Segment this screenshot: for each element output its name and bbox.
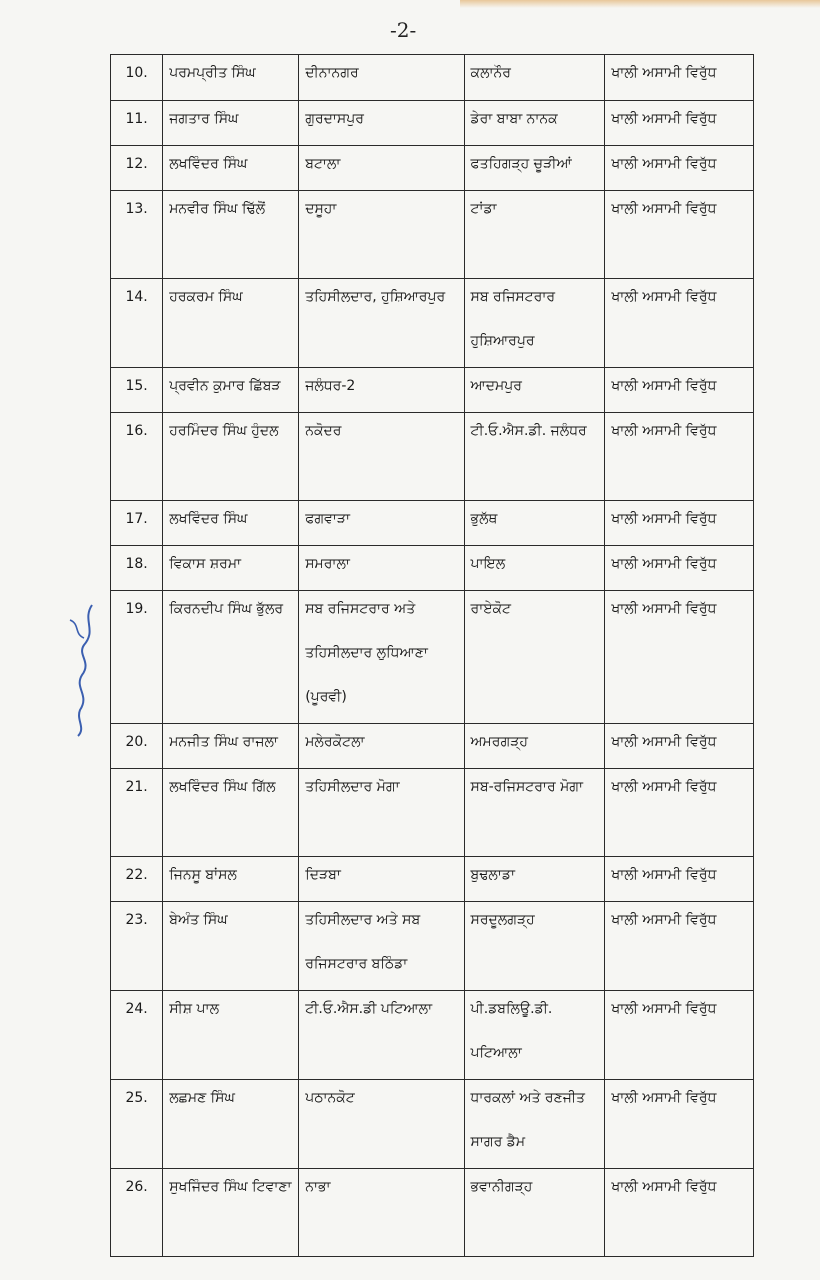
transfer-from-cell: [299, 279, 464, 368]
transfer-to: ਬੁਢਲਾਡਾ: [470, 867, 515, 883]
table-row: [111, 769, 754, 857]
transfer-to: ਭੁਲੱਥ: [470, 511, 498, 527]
transfer-from-cell: [299, 902, 464, 991]
transfer-to: ਟੀ.ਓ.ਐਸ.ਡੀ. ਜਲੰਧਰ: [470, 423, 587, 439]
transfer-from: ਦਿੜਬਾ: [305, 867, 341, 883]
transfer-to: ਭਵਾਨੀਗੜ੍ਹ: [470, 1179, 533, 1195]
remark: ਖਾਲੀ ਅਸਾਮੀ ਵਿਰੁੱਧ: [611, 111, 717, 127]
row-number-cell: [111, 413, 163, 501]
transfer-to-cell: [464, 546, 605, 591]
remark-cell: [605, 191, 754, 279]
transfer-to: ਸਬ ਰਜਿਸਟਰਾਰ ਹੁਸ਼ਿਆਰਪੁਰ: [470, 289, 556, 349]
transfer-from-cell: [299, 55, 464, 101]
transfer-from-cell: [299, 546, 464, 591]
row-number-cell: [111, 146, 163, 191]
transfer-to: ਆਦਮਪੁਰ: [470, 378, 522, 394]
transfer-from: ਤਹਿਸੀਲਦਾਰ ਅਤੇ ਸਬ ਰਜਿਸਟਰਾਰ ਬਠਿੰਡਾ: [305, 912, 421, 972]
remark: ਖਾਲੀ ਅਸਾਮੀ ਵਿਰੁੱਧ: [611, 556, 717, 572]
remark-cell: [605, 55, 754, 101]
transfer-from: ਤਹਿਸੀਲਦਾਰ, ਹੁਸ਼ਿਆਰਪੁਰ: [305, 289, 446, 305]
remark: ਖਾਲੀ ਅਸਾਮੀ ਵਿਰੁੱਧ: [611, 511, 717, 527]
remark-cell: [605, 501, 754, 546]
remark-cell: [605, 368, 754, 413]
remark-cell: [605, 546, 754, 591]
employee-name-cell: [163, 101, 299, 146]
table-row: [111, 902, 754, 991]
row-number: 12.: [125, 156, 148, 172]
transfer-to: ਰਾਏਕੋਟ: [470, 601, 512, 617]
transfer-from-cell: [299, 857, 464, 902]
remark: ਖਾਲੀ ਅਸਾਮੀ ਵਿਰੁੱਧ: [611, 201, 717, 217]
row-number: 25.: [125, 1090, 148, 1106]
remark: ਖਾਲੀ ਅਸਾਮੀ ਵਿਰੁੱਧ: [611, 378, 717, 394]
employee-name-cell: [163, 1169, 299, 1257]
remark: ਖਾਲੀ ਅਸਾਮੀ ਵਿਰੁੱਧ: [611, 289, 717, 305]
transfer-from-cell: [299, 413, 464, 501]
row-number-cell: [111, 902, 163, 991]
signature-mark: [62, 600, 102, 740]
page-top-edge: [460, 0, 820, 8]
remark: ਖਾਲੀ ਅਸਾਮੀ ਵਿਰੁੱਧ: [611, 601, 717, 617]
remark: ਖਾਲੀ ਅਸਾਮੀ ਵਿਰੁੱਧ: [611, 65, 717, 81]
row-number: 14.: [125, 289, 148, 305]
employee-name: ਮਨਜੀਤ ਸਿੰਘ ਰਾਜਲਾ: [169, 734, 278, 750]
table-row: [111, 501, 754, 546]
transfer-to-cell: [464, 591, 605, 724]
employee-name: ਹਰਕਰਮ ਸਿੰਘ: [169, 289, 243, 305]
employee-name-cell: [163, 724, 299, 769]
transfer-from: ਤਹਿਸੀਲਦਾਰ ਮੋਗਾ: [305, 779, 400, 795]
remark-cell: [605, 279, 754, 368]
employee-name-cell: [163, 368, 299, 413]
remark-cell: [605, 857, 754, 902]
transfer-from: ਦੀਨਾਨਗਰ: [305, 65, 359, 81]
transfer-to-cell: [464, 191, 605, 279]
transfer-from: ਸਬ ਰਜਿਸਟਰਾਰ ਅਤੇ ਤਹਿਸੀਲਦਾਰ ਲੁਧਿਆਣਾ (ਪੂਰਵੀ): [305, 601, 428, 705]
row-number-cell: [111, 55, 163, 101]
transfer-from: ਸਮਰਾਲਾ: [305, 556, 350, 572]
row-number-cell: [111, 191, 163, 279]
row-number: 20.: [125, 734, 148, 750]
transfer-from: ਦਸੂਹਾ: [305, 201, 337, 217]
transfer-to-cell: [464, 101, 605, 146]
employee-name-cell: [163, 902, 299, 991]
transfer-to: ਕਲਾਨੌਰ: [470, 65, 511, 81]
remark-cell: [605, 902, 754, 991]
transfer-from-cell: [299, 1080, 464, 1169]
transfer-from-cell: [299, 724, 464, 769]
table-row: [111, 101, 754, 146]
remark: ਖਾਲੀ ਅਸਾਮੀ ਵਿਰੁੱਧ: [611, 156, 717, 172]
table-row: [111, 991, 754, 1080]
employee-name-cell: [163, 591, 299, 724]
transfer-to-cell: [464, 368, 605, 413]
transfer-from: ਗੁਰਦਾਸਪੁਰ: [305, 111, 364, 127]
row-number: 26.: [125, 1179, 148, 1195]
transfer-to-cell: [464, 501, 605, 546]
row-number: 13.: [125, 201, 148, 217]
employee-name-cell: [163, 146, 299, 191]
transfer-to: ਫਤਹਿਗੜ੍ਹ ਚੂੜੀਆਂ: [470, 156, 572, 172]
transfer-from: ਫਗਵਾੜਾ: [305, 511, 351, 527]
row-number: 11.: [125, 111, 148, 127]
row-number-cell: [111, 101, 163, 146]
transfer-from-cell: [299, 501, 464, 546]
table-row: [111, 413, 754, 501]
employee-name-cell: [163, 55, 299, 101]
transfer-to-cell: [464, 991, 605, 1080]
transfer-table: [110, 54, 754, 1257]
row-number-cell: [111, 769, 163, 857]
row-number: 10.: [125, 65, 148, 81]
employee-name-cell: [163, 1080, 299, 1169]
employee-name-cell: [163, 279, 299, 368]
transfer-from: ਟੀ.ਓ.ਐਸ.ਡੀ ਪਟਿਆਲਾ: [305, 1001, 433, 1017]
row-number: 16.: [125, 423, 148, 439]
transfer-to: ਸਬ-ਰਜਿਸਟਰਾਰ ਮੋਗਾ: [470, 779, 584, 795]
employee-name: ਵਿਕਾਸ ਸ਼ਰਮਾ: [169, 556, 242, 572]
remark-cell: [605, 146, 754, 191]
employee-name: ਜਿਨਸੂ ਬਾਂਸਲ: [169, 867, 237, 883]
remark-cell: [605, 991, 754, 1080]
row-number-cell: [111, 1080, 163, 1169]
remark-cell: [605, 101, 754, 146]
row-number: 23.: [125, 912, 148, 928]
employee-name: ਲਖਵਿੰਦਰ ਸਿੰਘ ਗਿੱਲ: [169, 779, 276, 795]
transfer-to: ਪੀ.ਡਬਲਿਊ.ਡੀ. ਪਟਿਆਲਾ: [470, 1001, 553, 1061]
table-row: [111, 55, 754, 101]
transfer-from-cell: [299, 146, 464, 191]
table-row: [111, 1169, 754, 1257]
transfer-from-cell: [299, 101, 464, 146]
remark-cell: [605, 1080, 754, 1169]
transfer-to: ਡੇਰਾ ਬਾਬਾ ਨਾਨਕ: [470, 111, 558, 127]
row-number-cell: [111, 546, 163, 591]
table-row: [111, 591, 754, 724]
employee-name: ਬੇਅੰਤ ਸਿੰਘ: [169, 912, 228, 928]
employee-name-cell: [163, 546, 299, 591]
row-number: 15.: [125, 378, 148, 394]
table-row: [111, 368, 754, 413]
transfer-from-cell: [299, 1169, 464, 1257]
table-row: [111, 546, 754, 591]
remark-cell: [605, 769, 754, 857]
remark: ਖਾਲੀ ਅਸਾਮੀ ਵਿਰੁੱਧ: [611, 734, 717, 750]
transfer-to-cell: [464, 279, 605, 368]
transfer-from: ਨਕੋਦਰ: [305, 423, 342, 439]
remark: ਖਾਲੀ ਅਸਾਮੀ ਵਿਰੁੱਧ: [611, 1001, 717, 1017]
row-number-cell: [111, 501, 163, 546]
row-number: 24.: [125, 1001, 148, 1017]
row-number-cell: [111, 857, 163, 902]
transfer-from-cell: [299, 591, 464, 724]
transfer-to: ਧਾਰਕਲਾਂ ਅਤੇ ਰਣਜੀਤ ਸਾਗਰ ਡੈਮ: [470, 1090, 586, 1150]
transfer-from-cell: [299, 368, 464, 413]
row-number-cell: [111, 1169, 163, 1257]
remark-cell: [605, 591, 754, 724]
table-row: [111, 857, 754, 902]
transfer-from-cell: [299, 991, 464, 1080]
table-row: [111, 1080, 754, 1169]
transfer-to: ਅਮਰਗੜ੍ਹ: [470, 734, 528, 750]
transfer-from: ਮਲੇਰਕੋਟਲਾ: [305, 734, 365, 750]
row-number: 17.: [125, 511, 148, 527]
table-row: [111, 146, 754, 191]
remark: ਖਾਲੀ ਅਸਾਮੀ ਵਿਰੁੱਧ: [611, 1179, 717, 1195]
table-row: [111, 279, 754, 368]
employee-name: ਮਨਵੀਰ ਸਿੰਘ ਢਿੱਲੋਂ: [169, 201, 266, 217]
transfer-to-cell: [464, 413, 605, 501]
employee-name: ਹਰਮਿੰਦਰ ਸਿੰਘ ਹੁੰਦਲ: [169, 423, 279, 439]
row-number: 18.: [125, 556, 148, 572]
employee-name: ਪਰਮਪ੍ਰੀਤ ਸਿੰਘ: [169, 65, 256, 81]
page-number: -2-: [390, 18, 417, 42]
remark: ਖਾਲੀ ਅਸਾਮੀ ਵਿਰੁੱਧ: [611, 779, 717, 795]
transfer-to-cell: [464, 857, 605, 902]
remark: ਖਾਲੀ ਅਸਾਮੀ ਵਿਰੁੱਧ: [611, 867, 717, 883]
transfer-to-cell: [464, 1080, 605, 1169]
transfer-to: ਟਾਂਡਾ: [470, 201, 497, 217]
transfer-to-cell: [464, 1169, 605, 1257]
remark-cell: [605, 724, 754, 769]
transfer-from-cell: [299, 769, 464, 857]
row-number: 21.: [125, 779, 148, 795]
row-number-cell: [111, 591, 163, 724]
employee-name: ਸੀਸ਼ ਪਾਲ: [169, 1001, 220, 1017]
row-number-cell: [111, 991, 163, 1080]
employee-name-cell: [163, 501, 299, 546]
transfer-to: ਪਾਇਲ: [470, 556, 506, 572]
employee-name: ਲਛਮਣ ਸਿੰਘ: [169, 1090, 235, 1106]
table-row: [111, 724, 754, 769]
table-body: [111, 55, 754, 1257]
employee-name: ਲਖਵਿੰਦਰ ਸਿੰਘ: [169, 511, 248, 527]
employee-name-cell: [163, 991, 299, 1080]
transfer-to-cell: [464, 146, 605, 191]
row-number-cell: [111, 368, 163, 413]
employee-name: ਪ੍ਰਵੀਨ ਕੁਮਾਰ ਛਿੱਬੜ: [169, 378, 281, 394]
employee-name-cell: [163, 413, 299, 501]
remark-cell: [605, 413, 754, 501]
employee-name: ਕਿਰਨਦੀਪ ਸਿੰਘ ਭੁੱਲਰ: [169, 601, 284, 617]
transfer-from: ਬਟਾਲਾ: [305, 156, 341, 172]
transfer-to-cell: [464, 55, 605, 101]
employee-name-cell: [163, 769, 299, 857]
employee-name: ਜਗਤਾਰ ਸਿੰਘ: [169, 111, 239, 127]
row-number-cell: [111, 279, 163, 368]
employee-name-cell: [163, 857, 299, 902]
remark: ਖਾਲੀ ਅਸਾਮੀ ਵਿਰੁੱਧ: [611, 1090, 717, 1106]
row-number: 22.: [125, 867, 148, 883]
remark-cell: [605, 1169, 754, 1257]
employee-name: ਸੁਖਜਿੰਦਰ ਸਿੰਘ ਟਿਵਾਣਾ: [169, 1179, 292, 1195]
transfer-to-cell: [464, 902, 605, 991]
remark: ਖਾਲੀ ਅਸਾਮੀ ਵਿਰੁੱਧ: [611, 423, 717, 439]
transfer-to-cell: [464, 769, 605, 857]
row-number-cell: [111, 724, 163, 769]
transfer-from: ਨਾਭਾ: [305, 1179, 331, 1195]
remark: ਖਾਲੀ ਅਸਾਮੀ ਵਿਰੁੱਧ: [611, 912, 717, 928]
employee-name-cell: [163, 191, 299, 279]
table-row: [111, 191, 754, 279]
transfer-from-cell: [299, 191, 464, 279]
transfer-to: ਸਰਦੂਲਗੜ੍ਹ: [470, 912, 535, 928]
employee-name: ਲਖਵਿੰਦਰ ਸਿੰਘ: [169, 156, 248, 172]
transfer-from: ਜਲੰਧਰ-2: [305, 378, 356, 394]
transfer-to-cell: [464, 724, 605, 769]
row-number: 19.: [125, 601, 148, 617]
transfer-from: ਪਠਾਨਕੋਟ: [305, 1090, 355, 1106]
